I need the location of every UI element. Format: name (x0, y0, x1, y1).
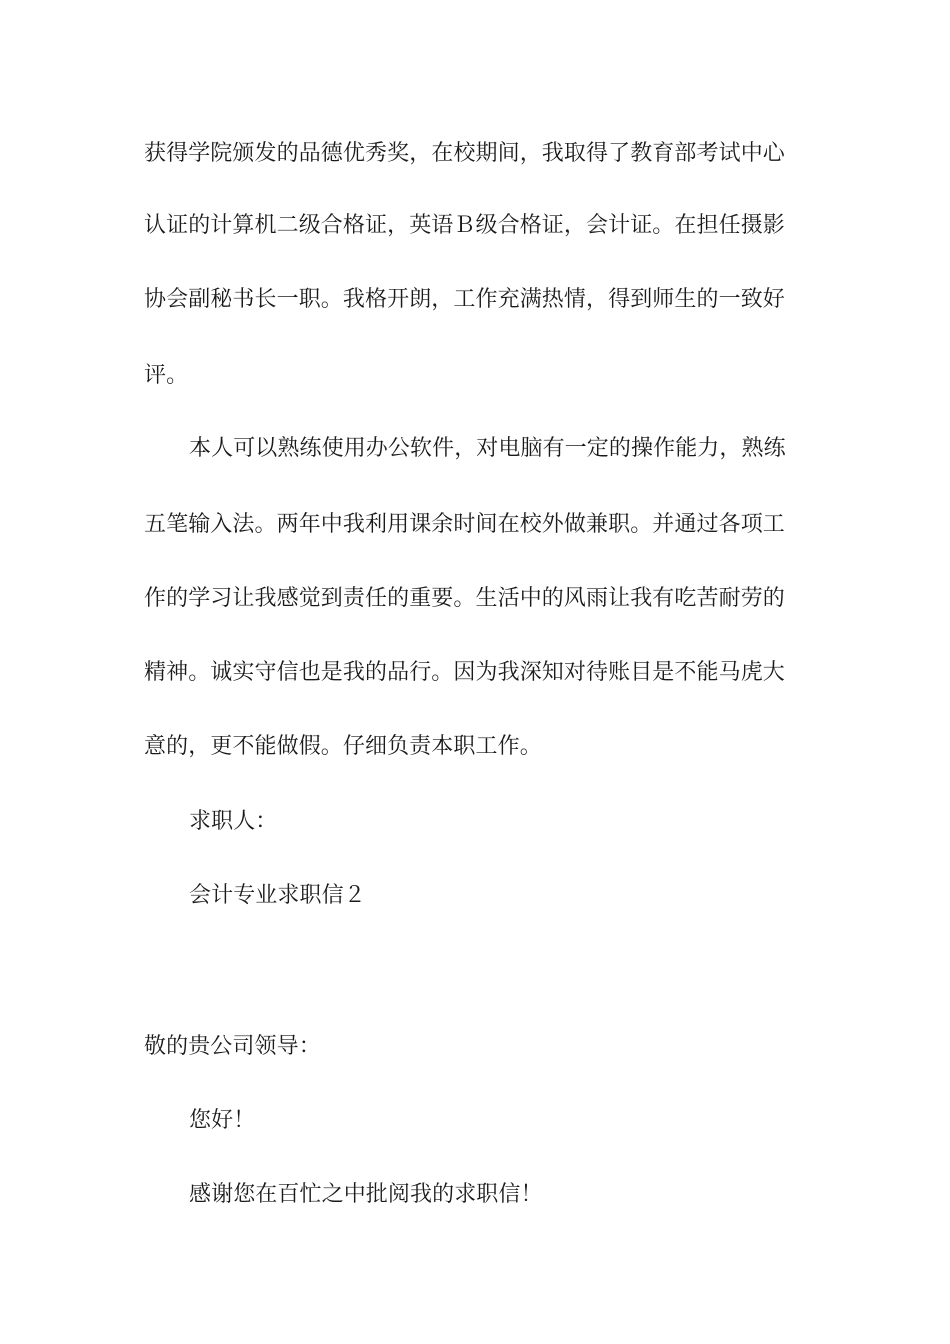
paragraph-line: 感谢您在百忙之中批阅我的求职信！ (189, 1182, 543, 1207)
greeting: 您好！ (189, 1108, 256, 1133)
salutation: 敬的贵公司领导： (144, 1034, 321, 1059)
paragraph-line: 作的学习让我感觉到责任的重要。生活中的风雨让我有吃苦耐劳的 (144, 586, 785, 611)
paragraph-line: 获得学院颁发的品德优秀奖，在校期间，我取得了教育部考试中心 (144, 141, 785, 166)
paragraph-line: 认证的计算机二级合格证，英语Ｂ级合格证，会计证。在担任摄影 (144, 213, 785, 238)
paragraph-line: 五笔输入法。两年中我利用课余时间在校外做兼职。并通过各项工 (144, 512, 785, 537)
paragraph-line: 精神。诚实守信也是我的品行。因为我深知对待账目是不能马虎大 (144, 660, 785, 685)
letter-title: 会计专业求职信２ (189, 883, 366, 908)
paragraph-line: 协会副秘书长一职。我格开朗，工作充满热情，得到师生的一致好 (144, 287, 785, 312)
paragraph-line: 评。 (144, 363, 189, 388)
paragraph-line: 本人可以熟练使用办公软件，对电脑有一定的操作能力，熟练 (189, 436, 786, 461)
paragraph-line: 意的，更不能做假。仔细负责本职工作。 (144, 734, 542, 759)
applicant-label: 求职人： (189, 809, 278, 834)
